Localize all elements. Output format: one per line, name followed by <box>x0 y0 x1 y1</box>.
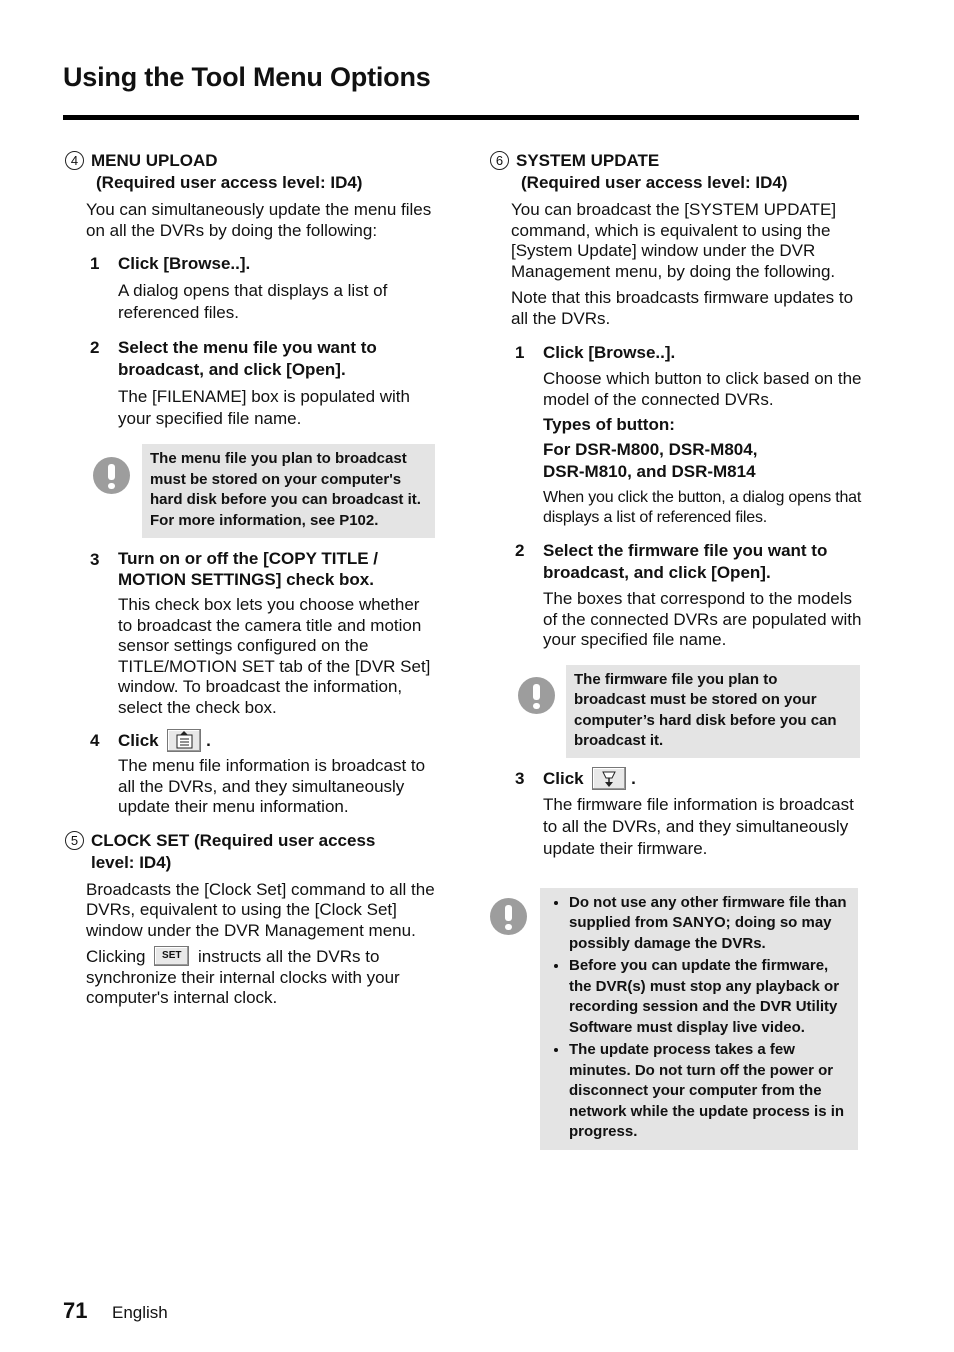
section-subtitle: (Required user access level: ID4) <box>521 173 788 192</box>
warning-item: • Do not use any other firmware file than supplied from SANYO; doing so may possibly damage the DVRs. <box>569 893 850 955</box>
step-title-row <box>543 768 862 791</box>
section-clock-set-heading <box>63 830 438 852</box>
warning-item: • The update process takes a few minutes. Do not turn off the power or disconnect your computer from the network while the update process is in progress. <box>569 1040 850 1143</box>
instruction-text: instructs all the DVRs to synchronize their internal clocks with your computer's internal clock. <box>86 947 400 1008</box>
section-number: 4 <box>65 151 84 170</box>
step-number: 1 <box>515 343 525 362</box>
menu-upload-button[interactable] <box>167 729 201 752</box>
section-menu-upload-heading <box>63 150 438 172</box>
section-subtitle: level: ID4) <box>91 852 172 872</box>
section-title: MENU UPLOAD <box>91 151 218 170</box>
step-click-update <box>488 768 862 860</box>
step-title: Click <box>543 768 584 788</box>
caution-icon <box>490 898 527 935</box>
section-number: 6 <box>490 151 509 170</box>
left-column <box>63 150 438 1009</box>
step-click-upload <box>63 730 438 818</box>
step-text: The firmware file information is broadcast to all the DVRs, and they simultaneously update their firmware. <box>543 794 854 858</box>
clock-set-instruction <box>63 947 438 1009</box>
step-title: Click [Browse..]. <box>543 343 676 362</box>
system-update-note: Note that this broadcasts firmware updates to all the DVRs. <box>511 288 854 328</box>
right-column <box>488 150 862 1150</box>
section-title: SYSTEM UPDATE <box>516 151 660 170</box>
section-subtitle: (Required user access level: ID4) <box>96 173 363 192</box>
step-text: This check box lets you choose whether to broadcast the camera title and motion sensor settings configured on the TITLE/MOTION SET tab of the [DVR Set] window. To broadcast the information, select the check box. <box>118 595 431 717</box>
step-number: 2 <box>515 541 525 560</box>
section-system-update-heading <box>488 150 862 172</box>
step-browse <box>488 342 862 528</box>
step-number: 4 <box>90 731 100 750</box>
step-text: The menu file information is broadcast to all the DVRs, and they simultaneously update their menu information. <box>118 756 426 817</box>
section-intro: You can simultaneously update the menu files on all the DVRs by doing the following: <box>86 200 432 240</box>
page-language: English <box>112 1303 168 1322</box>
supported-models: For DSR-M800, DSR-M804, DSR-M810, and DSR-M814 <box>543 440 758 481</box>
caution-icon <box>93 457 130 494</box>
step-title-period: . <box>631 768 636 788</box>
step-title: Click <box>118 731 159 750</box>
section-number: 5 <box>65 831 84 850</box>
note-menu-file <box>63 444 438 538</box>
page-title: Using the Tool Menu Options <box>63 62 431 92</box>
step-title-period: . <box>206 731 211 750</box>
note-firmware-warnings <box>488 888 862 1150</box>
note-firmware-file <box>488 665 862 758</box>
title-rule <box>63 115 859 120</box>
note-text: The firmware file you plan to broadcast must be stored on your computer’s hard disk before you can broadcast it. <box>566 665 860 758</box>
step-title-row <box>118 730 438 753</box>
warning-item: • Before you can update the firmware, the DVR(s) must stop any playback or recording session and the DVR Utility Software must display live video. <box>569 956 850 1038</box>
step-title: Select the menu file you want to broadcast, and click [Open]. <box>118 338 377 379</box>
step-title: Click [Browse..]. <box>118 254 251 273</box>
firmware-update-icon <box>593 768 625 789</box>
clicking-text: Clicking <box>86 947 146 967</box>
step-text: The [FILENAME] box is populated with your specified file name. <box>118 387 410 428</box>
note-text: The menu file you plan to broadcast must be stored on your computer's hard disk before you can broadcast it. For more information, see P102. <box>142 444 435 538</box>
step-text: Choose which button to click based on the model of the connected DVRs. <box>543 369 862 409</box>
step-select-firmware <box>488 540 862 651</box>
page-number: 71 <box>63 1298 88 1323</box>
step-title: Select the firmware file you want to broadcast, and click [Open]. <box>543 541 828 582</box>
types-of-button-label: Types of button: <box>543 415 675 434</box>
warning-list-box <box>540 888 858 1150</box>
upload-icon <box>168 730 200 751</box>
step-title: Turn on or off the [COPY TITLE / MOTION SETTINGS] check box. <box>118 549 379 589</box>
step-copy-title <box>63 549 438 718</box>
models-text: When you click the button, a dialog opens that displays a list of referenced files. <box>543 489 862 526</box>
set-button[interactable]: SET <box>154 946 189 966</box>
system-update-description: You can broadcast the [SYSTEM UPDATE] command, which is equivalent to using the [System Update] window under the DVR Management menu, by doing the following. <box>511 200 837 281</box>
step-text: The boxes that correspond to the models of the connected DVRs are populated with your specified file name. <box>543 589 862 649</box>
clock-set-description: Broadcasts the [Clock Set] command to all the DVRs, equivalent to using the [Clock Set] window under the DVR Management menu. <box>86 879 435 940</box>
step-text: A dialog opens that displays a list of referenced files. <box>118 281 388 322</box>
caution-icon <box>518 677 555 714</box>
step-browse <box>63 253 438 324</box>
step-number: 3 <box>90 550 100 569</box>
step-select-file <box>63 337 438 430</box>
step-number: 3 <box>515 768 525 788</box>
step-number: 1 <box>90 254 100 273</box>
step-number: 2 <box>90 338 100 357</box>
warning-list <box>548 893 850 1143</box>
system-update-button[interactable] <box>592 767 626 790</box>
section-title: CLOCK SET (Required user access <box>91 830 376 850</box>
